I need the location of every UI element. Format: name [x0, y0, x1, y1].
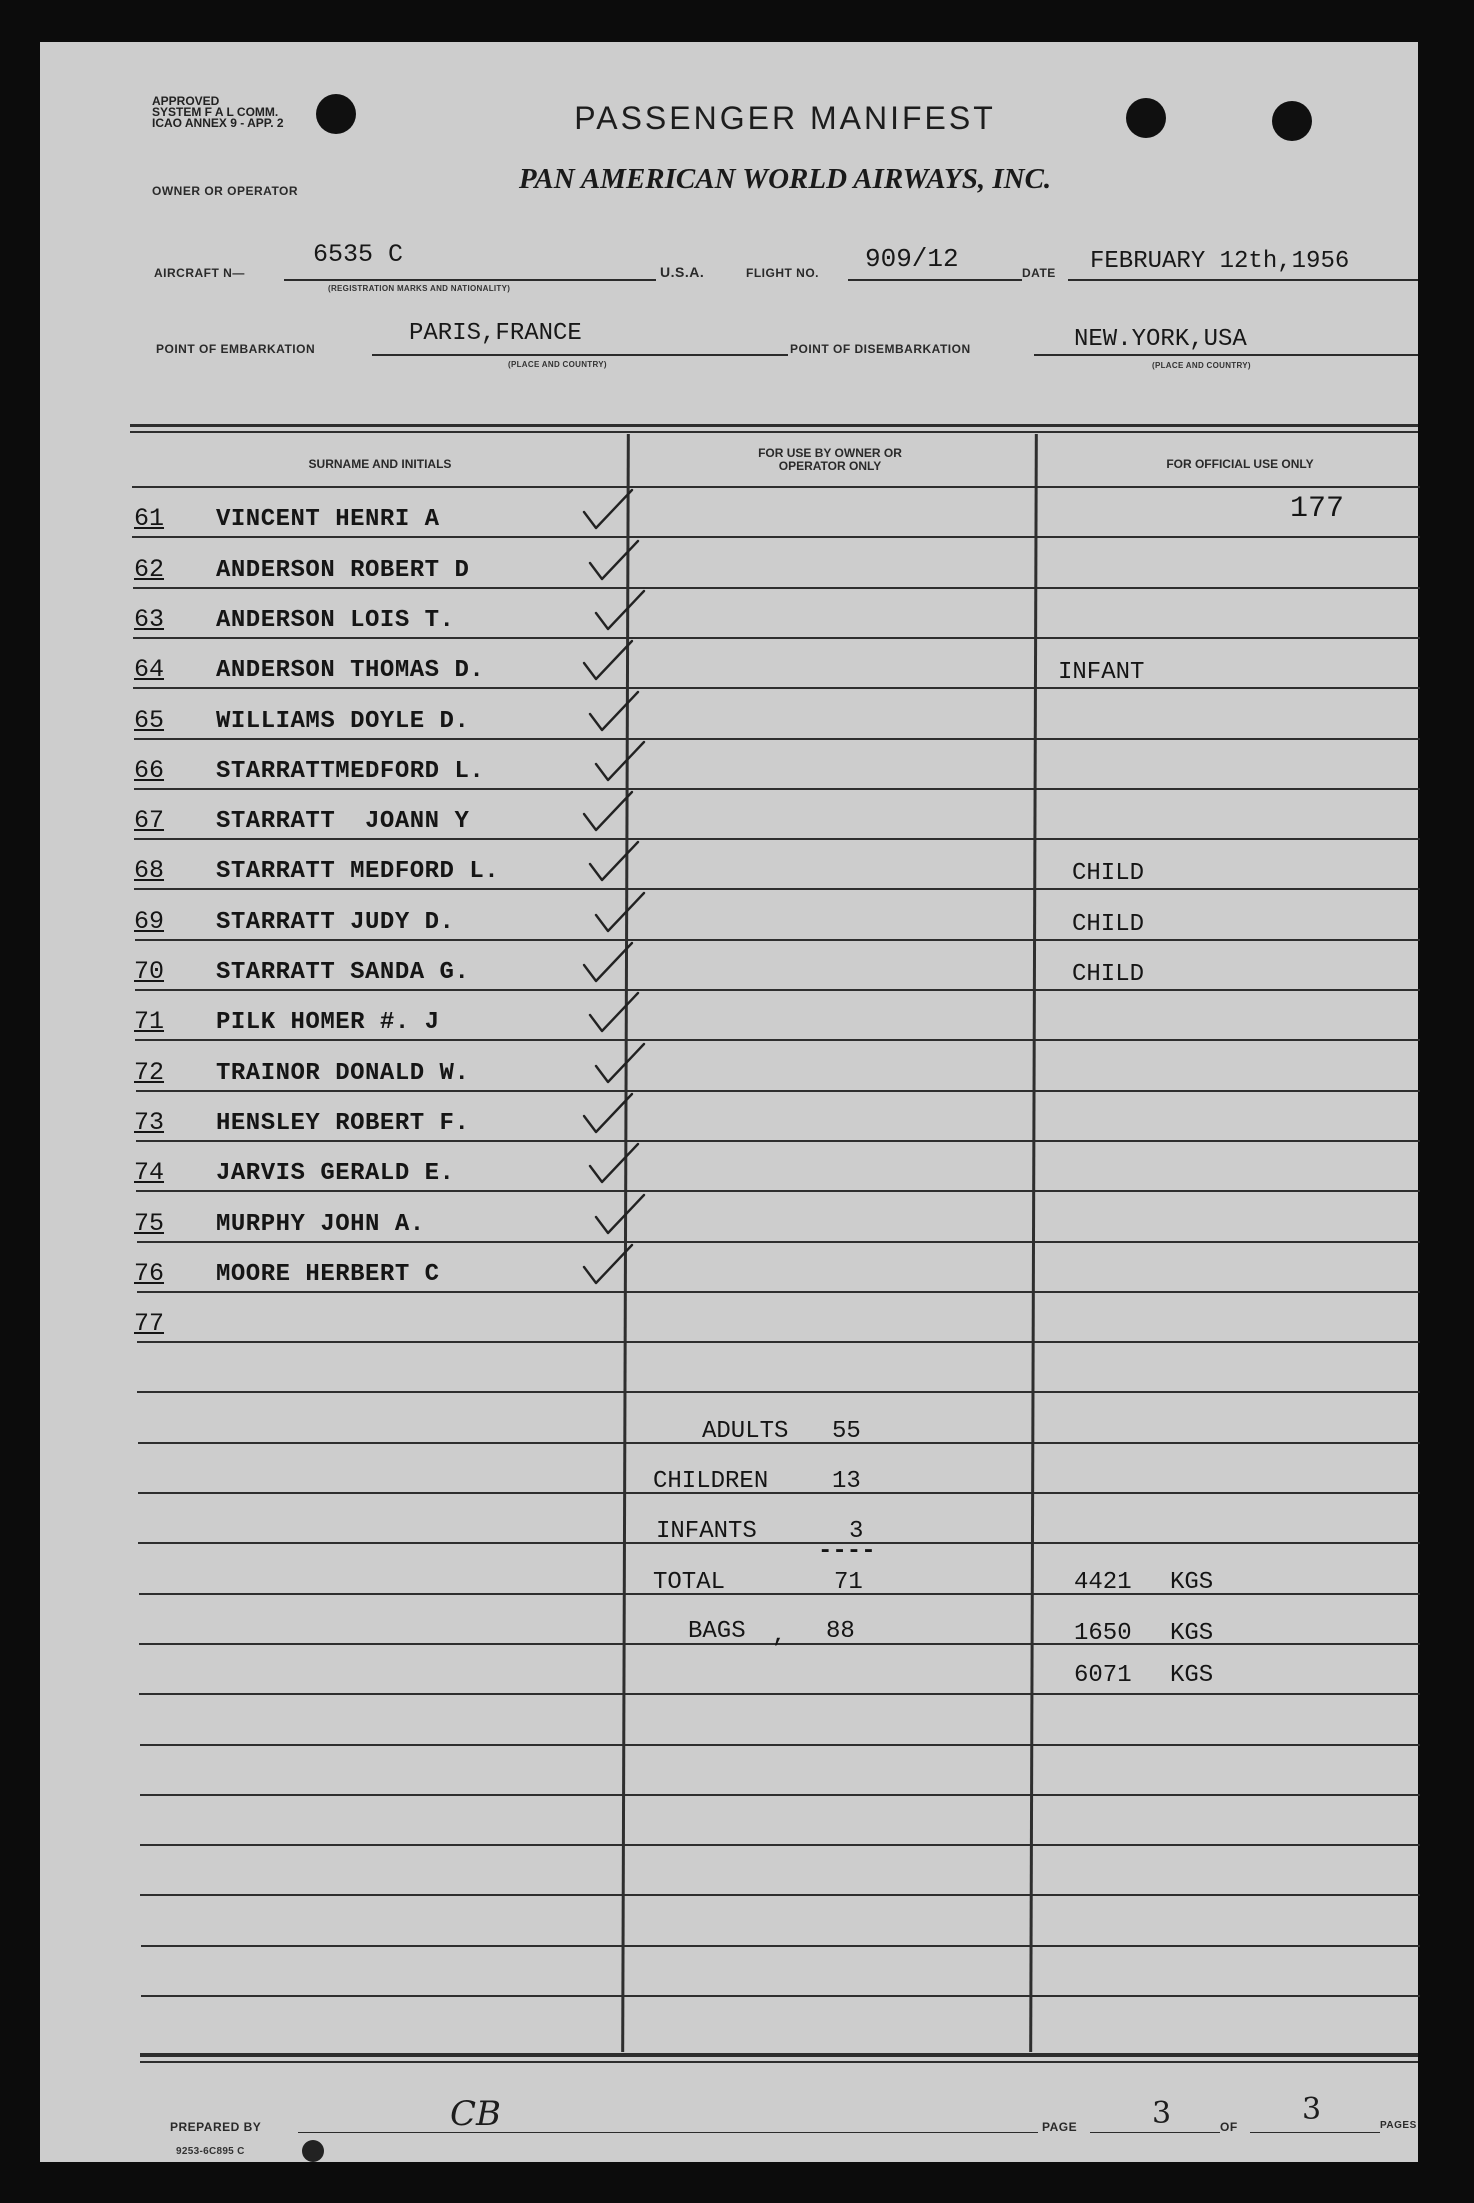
row-number: 69: [134, 907, 165, 936]
ruled-line: [136, 1190, 1420, 1192]
ruled-line: [134, 838, 1420, 840]
ruled-line: [136, 1090, 1420, 1092]
official-note: CHILD: [1072, 911, 1145, 938]
check-mark-icon: [580, 1090, 636, 1142]
form-seal-icon: [302, 2140, 324, 2162]
pages-label: PAGES: [1380, 2120, 1417, 2131]
ruled-line: [140, 1794, 1420, 1796]
row-number: 61: [134, 504, 165, 533]
row-number: 63: [134, 605, 165, 634]
bags-separator: ,: [772, 1622, 787, 1649]
check-mark-icon: [586, 1140, 642, 1192]
ruled-line: [136, 1140, 1420, 1142]
check-mark-icon: [580, 788, 636, 840]
total-weight: 6071: [1074, 1662, 1132, 1689]
totals-dashes: ----: [818, 1538, 876, 1565]
check-mark-icon: [592, 889, 648, 941]
row-number: 62: [134, 555, 165, 584]
row-number: 75: [134, 1209, 165, 1238]
bags-count: 88: [826, 1618, 855, 1645]
ruled-line: [132, 486, 1420, 488]
flight-date: FEBRUARY 12th,1956: [1090, 248, 1350, 275]
ruled-line: [140, 1744, 1420, 1746]
adults-count: 55: [832, 1418, 861, 1445]
of-label: OF: [1220, 2120, 1238, 2134]
row-number: 66: [134, 756, 165, 785]
official-note: CHILD: [1072, 860, 1145, 887]
bags-weight: 1650: [1074, 1620, 1132, 1647]
form-number: 9253-6C895 C: [176, 2146, 245, 2157]
ruled-line: [132, 536, 1420, 538]
approved-stamp: APPROVED SYSTEM F A L COMM. ICAO ANNEX 9 - APP. 2: [152, 94, 284, 130]
bags-weight-unit: KGS: [1170, 1620, 1214, 1647]
row-number: 68: [134, 856, 165, 885]
ruled-line: [135, 1039, 1420, 1041]
page-number: 3: [1152, 2096, 1172, 2131]
children-count: 13: [832, 1468, 861, 1495]
page-label: PAGE: [1042, 2120, 1078, 2134]
column-header-official: FOR OFFICIAL USE ONLY: [1166, 457, 1314, 471]
ruled-line: [141, 1945, 1420, 1947]
total-weight-unit: KGS: [1170, 1662, 1214, 1689]
ruled-line: [135, 939, 1420, 941]
registration-note: (REGISTRATION MARKS AND NATIONALITY): [328, 284, 511, 293]
flight-number: 909/12: [865, 244, 959, 274]
row-number: 70: [134, 957, 165, 986]
passenger-name: STARRATT JUDY D.: [216, 909, 455, 936]
check-mark-icon: [592, 587, 648, 639]
ruled-line: [137, 1391, 1420, 1393]
row-number: 74: [134, 1158, 165, 1187]
passenger-name: PILK HOMER #. J: [216, 1009, 440, 1036]
passenger-name: STARRATT MEDFORD L.: [216, 858, 500, 885]
check-mark-icon: [586, 688, 642, 740]
ruled-line: [133, 587, 1420, 589]
infants-count: 3: [849, 1518, 864, 1545]
ruled-line: [133, 637, 1420, 639]
owner-label: OWNER OR OPERATOR: [152, 184, 299, 198]
adults-label: ADULTS: [702, 1418, 789, 1445]
table-bottom-rule: [140, 2053, 1418, 2057]
row-number: 64: [134, 655, 165, 684]
passenger-name: WILLIAMS DOYLE D.: [216, 708, 470, 735]
row-number: 72: [134, 1058, 165, 1087]
check-mark-icon: [592, 1040, 648, 1092]
ruled-line: [139, 1593, 1420, 1595]
operator-name: PAN AMERICAN WORLD AIRWAYS, INC.: [518, 163, 1052, 195]
passenger-name: ANDERSON LOIS T.: [216, 607, 455, 634]
disembarkation-label: POINT OF DISEMBARKATION: [790, 342, 971, 356]
usa-label: U.S.A.: [660, 264, 705, 280]
ruled-line: [141, 1995, 1420, 1997]
document-title: PASSENGER MANIFEST: [574, 100, 996, 136]
passenger-name: JARVIS GERALD E.: [216, 1160, 455, 1187]
passenger-weight: 4421: [1074, 1569, 1132, 1596]
official-note: 177: [1290, 492, 1345, 526]
official-note: CHILD: [1072, 961, 1145, 988]
children-label: CHILDREN: [653, 1468, 769, 1495]
row-number: 73: [134, 1108, 165, 1137]
bags-label: BAGS: [688, 1618, 746, 1645]
punch-hole-right: [1272, 101, 1312, 141]
ruled-line: [134, 888, 1420, 890]
embarkation-note: (PLACE AND COUNTRY): [508, 360, 607, 369]
official-note: INFANT: [1058, 659, 1145, 686]
check-mark-icon: [586, 989, 642, 1041]
column-header-owner: FOR USE BY OWNER OR OPERATOR ONLY: [758, 446, 902, 473]
disembarkation-place: NEW.YORK,USA: [1074, 326, 1247, 353]
check-mark-icon: [580, 486, 636, 538]
check-mark-icon: [580, 939, 636, 991]
check-mark-icon: [580, 637, 636, 689]
infants-label: INFANTS: [656, 1518, 757, 1545]
check-mark-icon: [580, 1241, 636, 1293]
ruled-line: [137, 1341, 1420, 1343]
ruled-line: [135, 989, 1420, 991]
date-label: DATE: [1022, 266, 1056, 280]
row-number: 67: [134, 806, 165, 835]
check-mark-icon: [586, 838, 642, 890]
ruled-line: [138, 1542, 1420, 1544]
embarkation-label: POINT OF EMBARKATION: [156, 342, 316, 356]
ruled-line: [134, 788, 1420, 790]
check-mark-icon: [586, 537, 642, 589]
row-number: 65: [134, 706, 165, 735]
check-mark-icon: [592, 738, 648, 790]
passenger-name: STARRATTMEDFORD L.: [216, 758, 485, 785]
passenger-name: ANDERSON ROBERT D: [216, 557, 470, 584]
ruled-line: [140, 1844, 1420, 1846]
row-number: 77: [134, 1309, 165, 1338]
ruled-line: [138, 1492, 1420, 1494]
passenger-name: MURPHY JOHN A.: [216, 1211, 425, 1238]
check-mark-icon: [592, 1191, 648, 1243]
passenger-name: STARRATT SANDA G.: [216, 959, 470, 986]
passenger-name: HENSLEY ROBERT F.: [216, 1110, 470, 1137]
passenger-name: MOORE HERBERT C: [216, 1261, 440, 1288]
table-top-rule: [130, 424, 1418, 427]
ruled-line: [139, 1693, 1420, 1695]
ruled-line: [133, 687, 1420, 689]
passenger-name: STARRATT JOANN Y: [216, 808, 470, 835]
row-number: 71: [134, 1007, 165, 1036]
passenger-name: ANDERSON THOMAS D.: [216, 657, 485, 684]
ruled-line: [140, 1894, 1420, 1896]
punch-hole-left: [316, 94, 356, 134]
ruled-line: [137, 1241, 1420, 1243]
prepared-by-label: PREPARED BY: [170, 2120, 262, 2134]
preparer-initials: CB: [450, 2094, 501, 2134]
flight-label: FLIGHT NO.: [746, 266, 819, 280]
row-number: 76: [134, 1259, 165, 1288]
total-label: TOTAL: [653, 1569, 726, 1596]
passenger-weight-unit: KGS: [1170, 1569, 1214, 1596]
page-count: 3: [1302, 2092, 1322, 2127]
disembarkation-note: (PLACE AND COUNTRY): [1152, 361, 1251, 370]
total-count: 71: [834, 1569, 863, 1596]
aircraft-number: 6535 C: [313, 240, 404, 269]
embarkation-place: PARIS,FRANCE: [409, 320, 582, 347]
ruled-line: [134, 738, 1420, 740]
column-header-names: SURNAME AND INITIALS: [308, 457, 452, 471]
punch-hole-middle: [1126, 98, 1166, 138]
ruled-line: [137, 1291, 1420, 1293]
aircraft-label: AIRCRAFT N—: [154, 266, 245, 280]
passenger-name: VINCENT HENRI A: [216, 506, 440, 533]
passenger-name: TRAINOR DONALD W.: [216, 1060, 470, 1087]
